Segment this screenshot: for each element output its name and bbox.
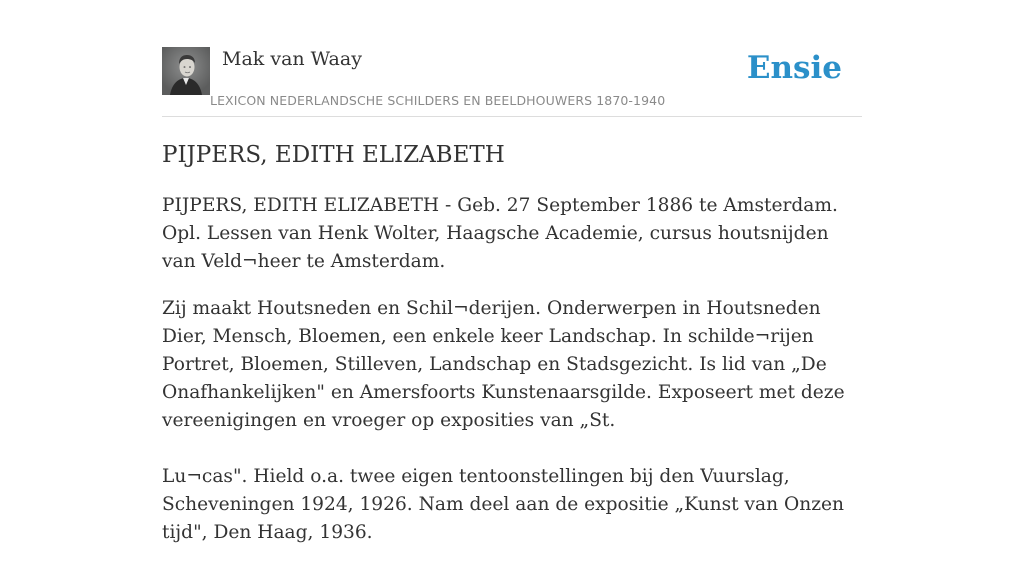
publication-title[interactable]: LEXICON NEDERLANDSCHE SCHILDERS EN BEELDHOUWERS 1870-1940 [210, 93, 666, 108]
article-paragraph: PIJPERS, EDITH ELIZABETH - Geb. 27 September 1886 te Amsterdam. Opl. Lessen van Henk Wolter, Haagsche Academie, cursus houtsnijden van Veld¬heer te Amsterdam. [162, 195, 838, 272]
article-paragraph: Lu¬cas". Hield o.a. twee eigen tentoonstellingen bij den Vuurslag, Scheveningen 1924, 1926. Nam deel aan de expositie „Kunst van Onzen tijd", Den Haag, 1936. [162, 466, 845, 543]
author-name[interactable]: Mak van Waay [222, 48, 362, 70]
page-title: PIJPERS, EDITH ELIZABETH [162, 142, 505, 168]
article-paragraph: Zij maakt Houtsneden en Schil¬derijen. Onderwerpen in Houtsneden Dier, Mensch, Bloemen, een enkele keer Landschap. In schilde¬rijen Portret, Bloemen, Stilleven, Landschap en Stadsgezicht. Is lid van „De Onafhankelijken" en Amersfoorts Kunstenaarsgilde. Exposeert met deze vereenigingen en vroeger op exposities van „St. [162, 298, 845, 431]
author-avatar[interactable] [162, 47, 210, 95]
site-header [162, 46, 862, 117]
article-body [162, 192, 864, 566]
ensie-logo[interactable]: Ensie [746, 50, 842, 86]
portrait-photo-icon [162, 47, 210, 95]
